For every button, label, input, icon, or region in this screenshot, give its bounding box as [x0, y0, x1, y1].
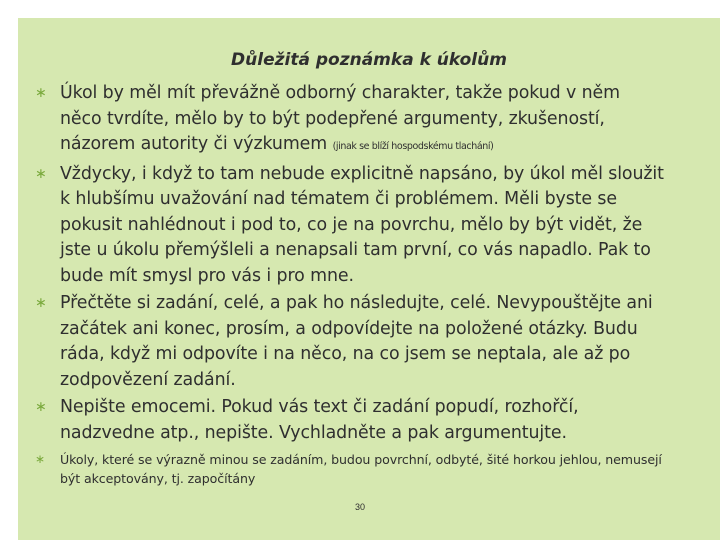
- asterisk-bullet-icon: ∗: [35, 295, 47, 311]
- asterisk-bullet-icon: ∗: [35, 452, 45, 466]
- slide-title: Důležitá poznámka k úkolům: [231, 50, 507, 70]
- bullet-list: [35, 81, 665, 490]
- list-item: [35, 450, 665, 488]
- list-item: [35, 395, 665, 446]
- list-item: [35, 291, 665, 393]
- page-number: 30: [355, 502, 366, 512]
- asterisk-bullet-icon: ∗: [35, 85, 47, 101]
- list-item-text: Vždycky, i když to tam nebude explicitně napsáno, by úkol měl sloužit k hlubšímu uvažování nad tématem či problémem. Měli byste se pokusit nahlédnout i pod to, co je na povrchu, mělo by být vidět, že jste u úkolu přemýšleli a nenapsali tam první, co vás napadlo. Pak to bude mít smysl pro vás i pro mne.: [60, 163, 664, 286]
- list-item-text: Úkoly, které se výrazně minou se zadáním, budou povrchní, odbyté, šité horkou jehlou, nemusejí být akceptovány, tj. započítány: [60, 452, 662, 486]
- list-item-text: Úkol by měl mít převážně odborný charakter, takže pokud v něm něco tvrdíte, mělo by to být podepřené argumenty, zkušeností, názorem autority či výzkumem: [60, 83, 620, 154]
- list-item: [35, 81, 665, 160]
- list-item-note: (jinak se blíží hospodskému tlachání): [332, 141, 494, 152]
- list-item-text: Přečtěte si zadání, celé, a pak ho následujte, celé. Nevypouštějte ani začátek ani konec, prosím, a odpovídejte na položené otázky. Budu ráda, když mi odpovíte i na něco, na co jsem se neptala, ale až po zodpovězení zadání.: [60, 293, 653, 390]
- asterisk-bullet-icon: ∗: [35, 165, 47, 182]
- list-item-text: Nepište emocemi. Pokud vás text či zadání popudí, rozhořčí, nadzvedne atp., nepište. Vychladněte a pak argumentujte.: [60, 397, 579, 443]
- slide: [18, 18, 720, 540]
- asterisk-bullet-icon: ∗: [35, 399, 47, 415]
- list-item: [35, 162, 665, 290]
